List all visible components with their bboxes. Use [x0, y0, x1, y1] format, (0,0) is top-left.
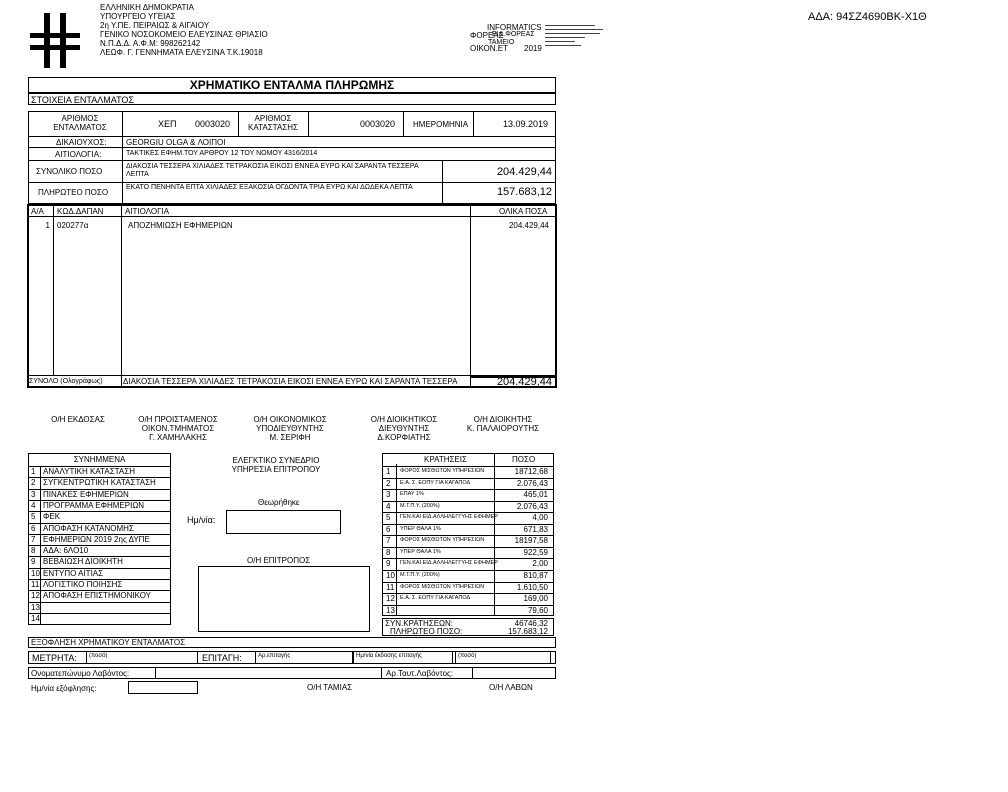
deduction-number: 3: [386, 490, 391, 500]
tamias-label: Ο/Η ΤΑΜΙΑΣ: [307, 683, 353, 692]
attachment-number: 10: [31, 568, 40, 578]
deduction-label: ΦΟΡΟΣ ΜΙΣΘΩΤΩΝ ΥΠΗΡΕΣΙΩΝ: [400, 583, 485, 590]
attachment-number: 2: [31, 478, 36, 488]
issuer-line: ΕΛΛΗΝΙΚΗ ΔΗΜΟΚΡΑΤΙΑ: [100, 3, 194, 12]
deduction-label: ΓΕΝ.ΚΑΙ ΕΙΔ.ΑΛΛΗΛΕΓΓΥΗΣ ΕΦΗΜΕΡ: [400, 514, 498, 521]
deduction-amount: 169,00: [523, 594, 548, 604]
aitiologia-label: ΑΙΤΙΟΛΟΓΙΑ:: [55, 150, 102, 159]
col-aa: Α/Α: [31, 207, 44, 216]
col-amount: ΟΛΙΚΑ ΠΟΣΑ: [499, 207, 548, 216]
deduction-number: 5: [386, 513, 391, 523]
attachment-item: ΕΝΤΥΠΟ ΑΙΤΙΑΣ: [43, 568, 104, 578]
signature-3: Ο/Η ΟΙΚΟΝΟΜΙΚΟΣ ΥΠΟΔΙΕΥΘΥΝΤΗΣ Μ. ΣΕΡΙΦΗ: [253, 415, 327, 442]
epitagi-poso-hint: (ποσό): [458, 653, 477, 659]
epitropos-signature-box[interactable]: [198, 566, 370, 632]
attachment-item: ΑΔΑ: 6ΛΟ10: [43, 546, 89, 556]
attachment-number: 12: [31, 591, 40, 601]
payment-section-label: ΕΞΟΦΛΗΣΗ ΧΡΗΜΑΤΙΚΟΥ ΕΝΤΑΛΜΑΤΟΣ: [31, 638, 186, 647]
attachment-number: 14: [31, 613, 40, 623]
taxeio-label: ΤΑΜΕΙΟ: [488, 39, 515, 46]
attachment-item: ΦΕΚ: [43, 512, 61, 522]
total-deductions-label: ΣΥΝ.ΚΡΑΤΗΣΕΩΝ:: [385, 619, 454, 628]
imnia-epitagis-hint: Ημ/νία έκδοσης επιταγής: [356, 653, 422, 659]
deduction-label: ΓΕΝ.ΚΑΙ ΕΙΔ.ΑΛΛΗΛΕΓΓΥΗΣ ΕΦΗΜΕΡ: [400, 560, 498, 567]
deduction-number: 2: [386, 478, 391, 488]
attachment-item: ΒΕΒΑΙΩΣΗ ΔΙΟΙΚΗΤΗ: [43, 557, 123, 567]
theorithike-label: Θεωρήθηκε: [258, 498, 300, 507]
total-label: ΣΥΝΟΛΟ (Ολογράφως): [29, 378, 103, 385]
lavon-label: Ο/Η ΛΑΒΩΝ: [489, 683, 533, 692]
exoflisi-date-field[interactable]: [128, 681, 198, 694]
deduction-label: ΥΠΕΡ ΘΑΛΑ 1%: [400, 548, 441, 555]
pliroteo-words: ΕΚΑΤΟ ΠΕΝΗΝΤΑ ΕΠΤΑ ΧΙΛΙΑΔΕΣ ΕΞΑΚΟΣΙΑ ΟΓΔΟΝΤΑ ΤΡΙΑ ΕΥΡΩ ΚΑΙ ΔΩΔΕΚΑ ΛΕΠΤΑ: [126, 184, 413, 191]
issuer-block: [100, 3, 340, 57]
attachment-item: ΠΙΝΑΚΕΣ ΕΦΗΜΕΡΙΩΝ: [43, 489, 129, 499]
deductions-amount-header: ΠΟΣΟ: [512, 455, 536, 464]
attachment-number: 11: [31, 580, 40, 589]
attachment-item: ΣΥΓΚΕΝΤΡΩΤΙΚΗ ΚΑΤΑΣΤΑΣΗ: [43, 478, 156, 488]
attachment-number: 1: [31, 467, 36, 476]
ada-code: ΑΔΑ: 94ΣΖ4690ΒΚ-Χ1Θ: [808, 11, 927, 23]
exoflisi-date-label: Ημ/νία εξόφλησης:: [31, 684, 97, 693]
issuer-line: ΥΠΟΥΡΓΕΙΟ ΥΓΕΙΑΣ: [100, 12, 176, 21]
total-deductions-amount: 46746,32: [514, 619, 548, 628]
deduction-amount: 2.076,43: [516, 478, 548, 488]
attachment-number: 6: [31, 523, 36, 533]
total-amount: 204.429,44: [496, 376, 552, 388]
epitropos-label: Ο/Η ΕΠΙΤΡΟΠΟΣ: [247, 556, 311, 565]
deduction-amount: 4,00: [532, 513, 548, 523]
issuer-line: ΛΕΩΦ. Γ. ΓΕΝΝΗΜΑΤΑ ΕΛΕΥΣΙΝΑ Τ.Κ.19018: [100, 48, 263, 57]
deduction-number: 1: [386, 467, 391, 476]
section-label: ΣΤΟΙΧΕΙΑ ΕΝΤΑΛΜΑΤΟΣ: [31, 95, 134, 105]
row-desc: ΑΠΟΖΗΜΙΩΣΗ ΕΦΗΜΕΡΙΩΝ: [128, 221, 233, 230]
deduction-number: 7: [386, 536, 391, 546]
attachment-number: 5: [31, 512, 36, 522]
signature-5: Ο/Η ΔΙΟΙΚΗΤΗΣ Κ. ΠΑΛΑΙΟΡΟΥΤΗΣ: [466, 415, 540, 433]
attachment-item: ΠΡΟΓΡΑΜΜΑ ΕΦΗΜΕΡΙΩΝ: [43, 500, 145, 510]
deduction-label: ΕΠΑΥ 1%: [400, 491, 424, 498]
row-aa: 1: [45, 221, 50, 230]
payable-label: ΠΛΗΡΩΤΕΟ ΠΟΣΟ:: [390, 627, 463, 636]
synoliko-words: ΔΙΑΚΟΣΙΑ ΤΕΣΣΕΡΑ ΧΙΛΙΑΔΕΣ ΤΕΤΡΑΚΟΣΙΑ ΕΙΚΟΣΙ ΕΝΝΕΑ ΕΥΡΩ ΚΑΙ ΣΑΡΑΝΤΑ ΤΕΣΣΕΡΑ ΛΕΠΤΑ: [126, 163, 419, 178]
entalma-type: ΧΕΠ: [158, 119, 177, 129]
attachment-number: 7: [31, 534, 36, 544]
synoliko-label: ΣΥΝΟΛΙΚΟ ΠΟΣΟ: [36, 167, 103, 176]
attachment-number: 4: [31, 500, 36, 510]
issuer-line: ΓΕΝΙΚΟ ΝΟΣΟΚΟΜΕΙΟ ΕΛΕΥΣΙΝΑΣ ΘΡΙΑΣΙΟ: [100, 30, 268, 39]
issuer-line: 2η Υ.ΠΕ. ΠΕΙΡΑΙΩΣ & ΑΙΓΑΙΟΥ: [100, 21, 210, 30]
deduction-amount: 671,83: [523, 524, 548, 534]
informatics-label: INFORMATICS: [487, 23, 542, 32]
signature-4: Ο/Η ΔΙΟΙΚΗΤΙΚΟΣ ΔΙΕΥΘΥΝΤΗΣ Δ.ΚΟΡΦΙΑΤΗΣ: [370, 415, 438, 442]
signature-1: Ο/Η ΕΚΔΟΣΑΣ: [51, 415, 105, 424]
deductions-header: ΚΡΑΤΗΣΕΙΣ: [424, 455, 467, 464]
attachment-number: 9: [31, 557, 36, 567]
deduction-number: 6: [386, 524, 391, 534]
row-code: 020277α: [57, 221, 89, 230]
id-label: Αρ.Ταυτ.Λαβόντος:: [386, 669, 454, 678]
dikaiouxos-value: GEORGIU OLGA & ΛΟΙΠΟΙ: [126, 138, 226, 147]
metrita-label: ΜΕΤΡΗΤΑ:: [32, 653, 77, 663]
entalma-number: 0003020: [195, 119, 231, 129]
attachment-item: ΑΠΟΦΑΣΗ ΚΑΤΑΝΟΜΗΣ: [43, 523, 134, 533]
deduction-label: Ε.Α. Σ. ΕΟΠΥ ΓΙΑ ΚΑΓΑΠΟΔ: [400, 479, 471, 486]
metrita-poso-hint: (ποσό): [89, 653, 108, 659]
attachment-item: ΛΟΓΙΣΤΙΚΟ ΠΟΙΗΣΗΣ: [43, 580, 123, 589]
col-desc: ΑΙΤΙΟΛΟΓΙΑ: [125, 207, 170, 216]
deduction-number: 4: [386, 501, 391, 511]
name-field[interactable]: [155, 667, 382, 679]
oikon-et-label: ΟΙΚΟΝ.ΕΤ: [470, 44, 508, 53]
katastasi-number: 0003020: [360, 119, 396, 129]
arithmos-entalmatos-label: ΑΡΙΘΜΟΣ ΕΝΤΑΛΜΑΤΟΣ: [53, 114, 107, 132]
arithmos-katastasis-label: ΑΡΙΘΜΟΣ ΚΑΤΑΣΤΑΣΗΣ: [248, 114, 298, 132]
aitiologia-value: ΤΑΚΤΙΚΕΣ ΕΦΗΜ.ΤΟΥ ΑΡΘΡΟΥ 12 ΤΟΥ ΝΟΜΟΥ 4316/2014: [126, 150, 318, 157]
deduction-amount: 810,87: [523, 570, 548, 580]
document-title: ΧΡΗΜΑΤΙΚΟ ΕΝΤΑΛΜΑ ΠΛΗΡΩΜΗΣ: [189, 78, 395, 92]
deduction-number: 11: [386, 582, 395, 592]
attachment-item: ΕΦΗΜΕΡΙΩΝ 2019 2ης ΔΥΠΕ: [43, 534, 150, 544]
ar-epitagis-hint: Αρ.επιταγής: [258, 653, 291, 659]
attachment-item: ΑΠΟΦΑΣΗ ΕΠΙΣΤΗΜΟΝΙΚΟΥ: [43, 591, 151, 601]
audit-date-box[interactable]: [226, 510, 341, 534]
year-label: 2019: [524, 44, 542, 53]
name-label: Ονοματεπώνυμο Λαβόντος:: [31, 669, 130, 678]
payable-amount: 157.683,12: [507, 627, 548, 636]
attachment-number: 8: [31, 546, 36, 556]
attachment-number: 13: [31, 602, 40, 612]
row-amount: 204.429,44: [508, 221, 549, 230]
deduction-label: Ε.Α. Σ. ΕΟΠΥ ΓΙΑ ΚΑΓΑΠΟΔ: [400, 595, 471, 602]
deduction-label: ΦΟΡΟΣ ΜΙΣΘΩΤΩΝ ΥΠΗΡΕΣΙΩΝ: [400, 537, 485, 544]
id-field[interactable]: [472, 667, 556, 679]
attachment-item: ΑΝΑΛΥΤΙΚΗ ΚΑΤΑΣΤΑΣΗ: [43, 467, 135, 476]
synoliko-amount: 204.429,44: [496, 166, 552, 178]
eidikos-foreas-label: ΕΙΔ.ΦΟΡΕΑΣ: [492, 31, 535, 38]
deduction-label: ΦΟΡΟΣ ΜΙΣΘΩΤΩΝ ΥΠΗΡΕΣΙΩΝ: [400, 468, 485, 474]
audit-date-label: Ημ/νία:: [187, 515, 216, 525]
deduction-amount: 18197,58: [514, 536, 548, 546]
attachment-number: 3: [31, 489, 36, 499]
deduction-amount: 1.610,50: [516, 582, 548, 592]
deduction-amount: 2,00: [532, 559, 548, 569]
deduction-number: 9: [386, 559, 391, 569]
deduction-number: 8: [386, 547, 391, 557]
deduction-number: 13: [386, 605, 395, 615]
attachments-header: ΣΥΝΗΜΜΕΝΑ: [73, 455, 126, 464]
deduction-amount: 18712,68: [514, 467, 548, 476]
epitagi-label: ΕΠΙΤΑΓΗ:: [202, 653, 242, 663]
total-words: ΔΙΑΚΟΣΙΑ ΤΕΣΣΕΡΑ ΧΙΛΙΑΔΕΣ ΤΕΤΡΑΚΟΣΙΑ ΕΙΚΟΣΙ ΕΝΝΕΑ ΕΥΡΩ ΚΑΙ ΣΑΡΑΝΤΑ ΤΕΣΣΕΡΑ: [123, 377, 458, 386]
audit-title: ΕΛΕΓΚΤΙΚΟ ΣΥΝΕΔΡΙΟ ΥΠΗΡΕΣΙΑ ΕΠΙΤΡΟΠΟΥ: [231, 456, 321, 474]
dikaiouxos-label: ΔΙΚΑΙΟΥΧΟΣ:: [56, 138, 107, 147]
deduction-amount: 922,59: [523, 547, 548, 557]
deduction-amount: 79,60: [527, 605, 548, 615]
deduction-number: 12: [386, 594, 395, 604]
col-code: ΚΩΔ.ΔΑΠΑΝ: [57, 207, 104, 216]
deduction-amount: 2.076,43: [516, 501, 548, 511]
pliroteo-amount: 157.683,12: [496, 186, 552, 198]
hospital-cross-logo: [30, 13, 80, 68]
deduction-amount: 465,01: [523, 490, 548, 500]
tiny-print-block: [545, 22, 605, 56]
pliroteo-label: ΠΛΗΡΩΤΕΟ ΠΟΣΟ: [38, 188, 109, 197]
date-label: ΗΜΕΡΟΜΗΝΙΑ: [413, 120, 469, 129]
issuer-line: Ν.Π.Δ.Δ. Α.Φ.Μ: 998262142: [100, 39, 201, 48]
entalma-date: 13.09.2019: [503, 119, 549, 129]
deduction-number: 10: [386, 570, 395, 580]
foreas-label: ΦΟΡΕΑΣ: [470, 31, 504, 40]
signature-2: Ο/Η ΠΡΟΙΣΤΑΜΕΝΟΣ ΟΙΚΟΝ.ΤΜΗΜΑΤΟΣ Γ. ΧΑΜΗΛΑΚΗΣ: [138, 415, 218, 442]
deduction-label: Μ.Τ.Π.Υ. (200%): [400, 571, 440, 578]
deduction-label: Μ.Τ.Π.Υ. (200%): [400, 502, 440, 509]
deduction-label: ΥΠΕΡ ΘΑΛΑ 1%: [400, 525, 441, 532]
